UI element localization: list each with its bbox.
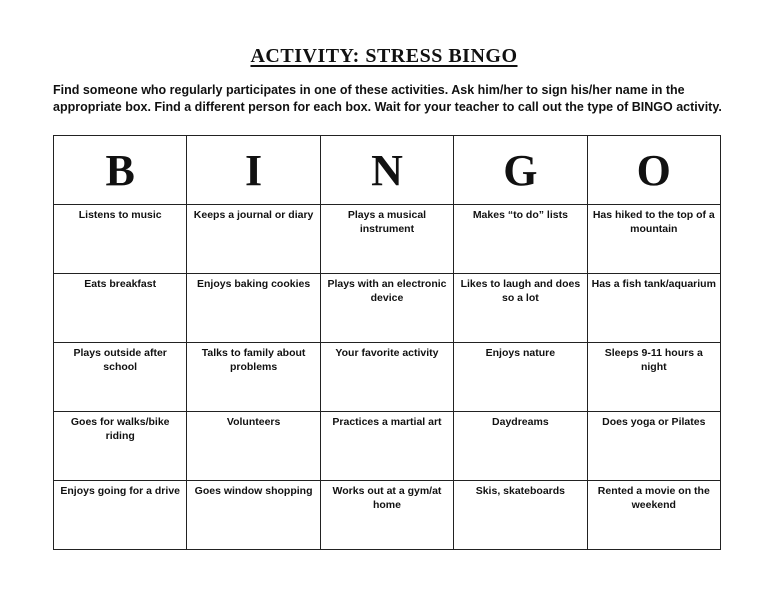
bingo-card: [53, 135, 721, 550]
bingo-cell: Plays a musical instrument: [320, 205, 453, 274]
bingo-cell: Sleeps 9-11 hours a night: [587, 343, 720, 412]
bingo-cell: Rented a movie on the weekend: [587, 481, 720, 550]
bingo-row: [54, 481, 721, 550]
bingo-cell: Volunteers: [187, 412, 320, 481]
bingo-header-n: N: [320, 136, 453, 205]
bingo-cell: Does yoga or Pilates: [587, 412, 720, 481]
instructions-text: Find someone who regularly participates in one of these activities. Ask him/her to sign his/her name in the appropriate box. Find a different person for each box. Wait for your teacher to call out the type of BINGO activity.: [53, 83, 722, 114]
bingo-header-b: B: [54, 136, 187, 205]
bingo-header-g: G: [454, 136, 587, 205]
page-title-text: ACTIVITY: STRESS BINGO: [250, 45, 518, 67]
bingo-row: [54, 343, 721, 412]
bingo-cell: Makes “to do” lists: [454, 205, 587, 274]
bingo-cell: Enjoys going for a drive: [54, 481, 187, 550]
bingo-cell: Has hiked to the top of a mountain: [587, 205, 720, 274]
bingo-cell: Listens to music: [54, 205, 187, 274]
bingo-row: [54, 205, 721, 274]
bingo-cell: Plays with an electronic device: [320, 274, 453, 343]
bingo-cell: Talks to family about problems: [187, 343, 320, 412]
bingo-cell: Goes window shopping: [187, 481, 320, 550]
bingo-cell: Goes for walks/bike riding: [54, 412, 187, 481]
bingo-header-row: [54, 136, 721, 205]
bingo-cell: Skis, skateboards: [454, 481, 587, 550]
bingo-row: [54, 274, 721, 343]
bingo-cell: Enjoys nature: [454, 343, 587, 412]
bingo-cell: Eats breakfast: [54, 274, 187, 343]
bingo-cell: Works out at a gym/at home: [320, 481, 453, 550]
page-title: [0, 45, 768, 68]
bingo-cell: Daydreams: [454, 412, 587, 481]
bingo-cell: Has a fish tank/aquarium: [587, 274, 720, 343]
bingo-cell: Plays outside after school: [54, 343, 187, 412]
bingo-row: [54, 412, 721, 481]
bingo-header-i: I: [187, 136, 320, 205]
bingo-cell: Practices a martial art: [320, 412, 453, 481]
bingo-cell: Your favorite activity: [320, 343, 453, 412]
bingo-cell: Enjoys baking cookies: [187, 274, 320, 343]
bingo-cell: Likes to laugh and does so a lot: [454, 274, 587, 343]
bingo-header-o: O: [587, 136, 720, 205]
bingo-cell: Keeps a journal or diary: [187, 205, 320, 274]
